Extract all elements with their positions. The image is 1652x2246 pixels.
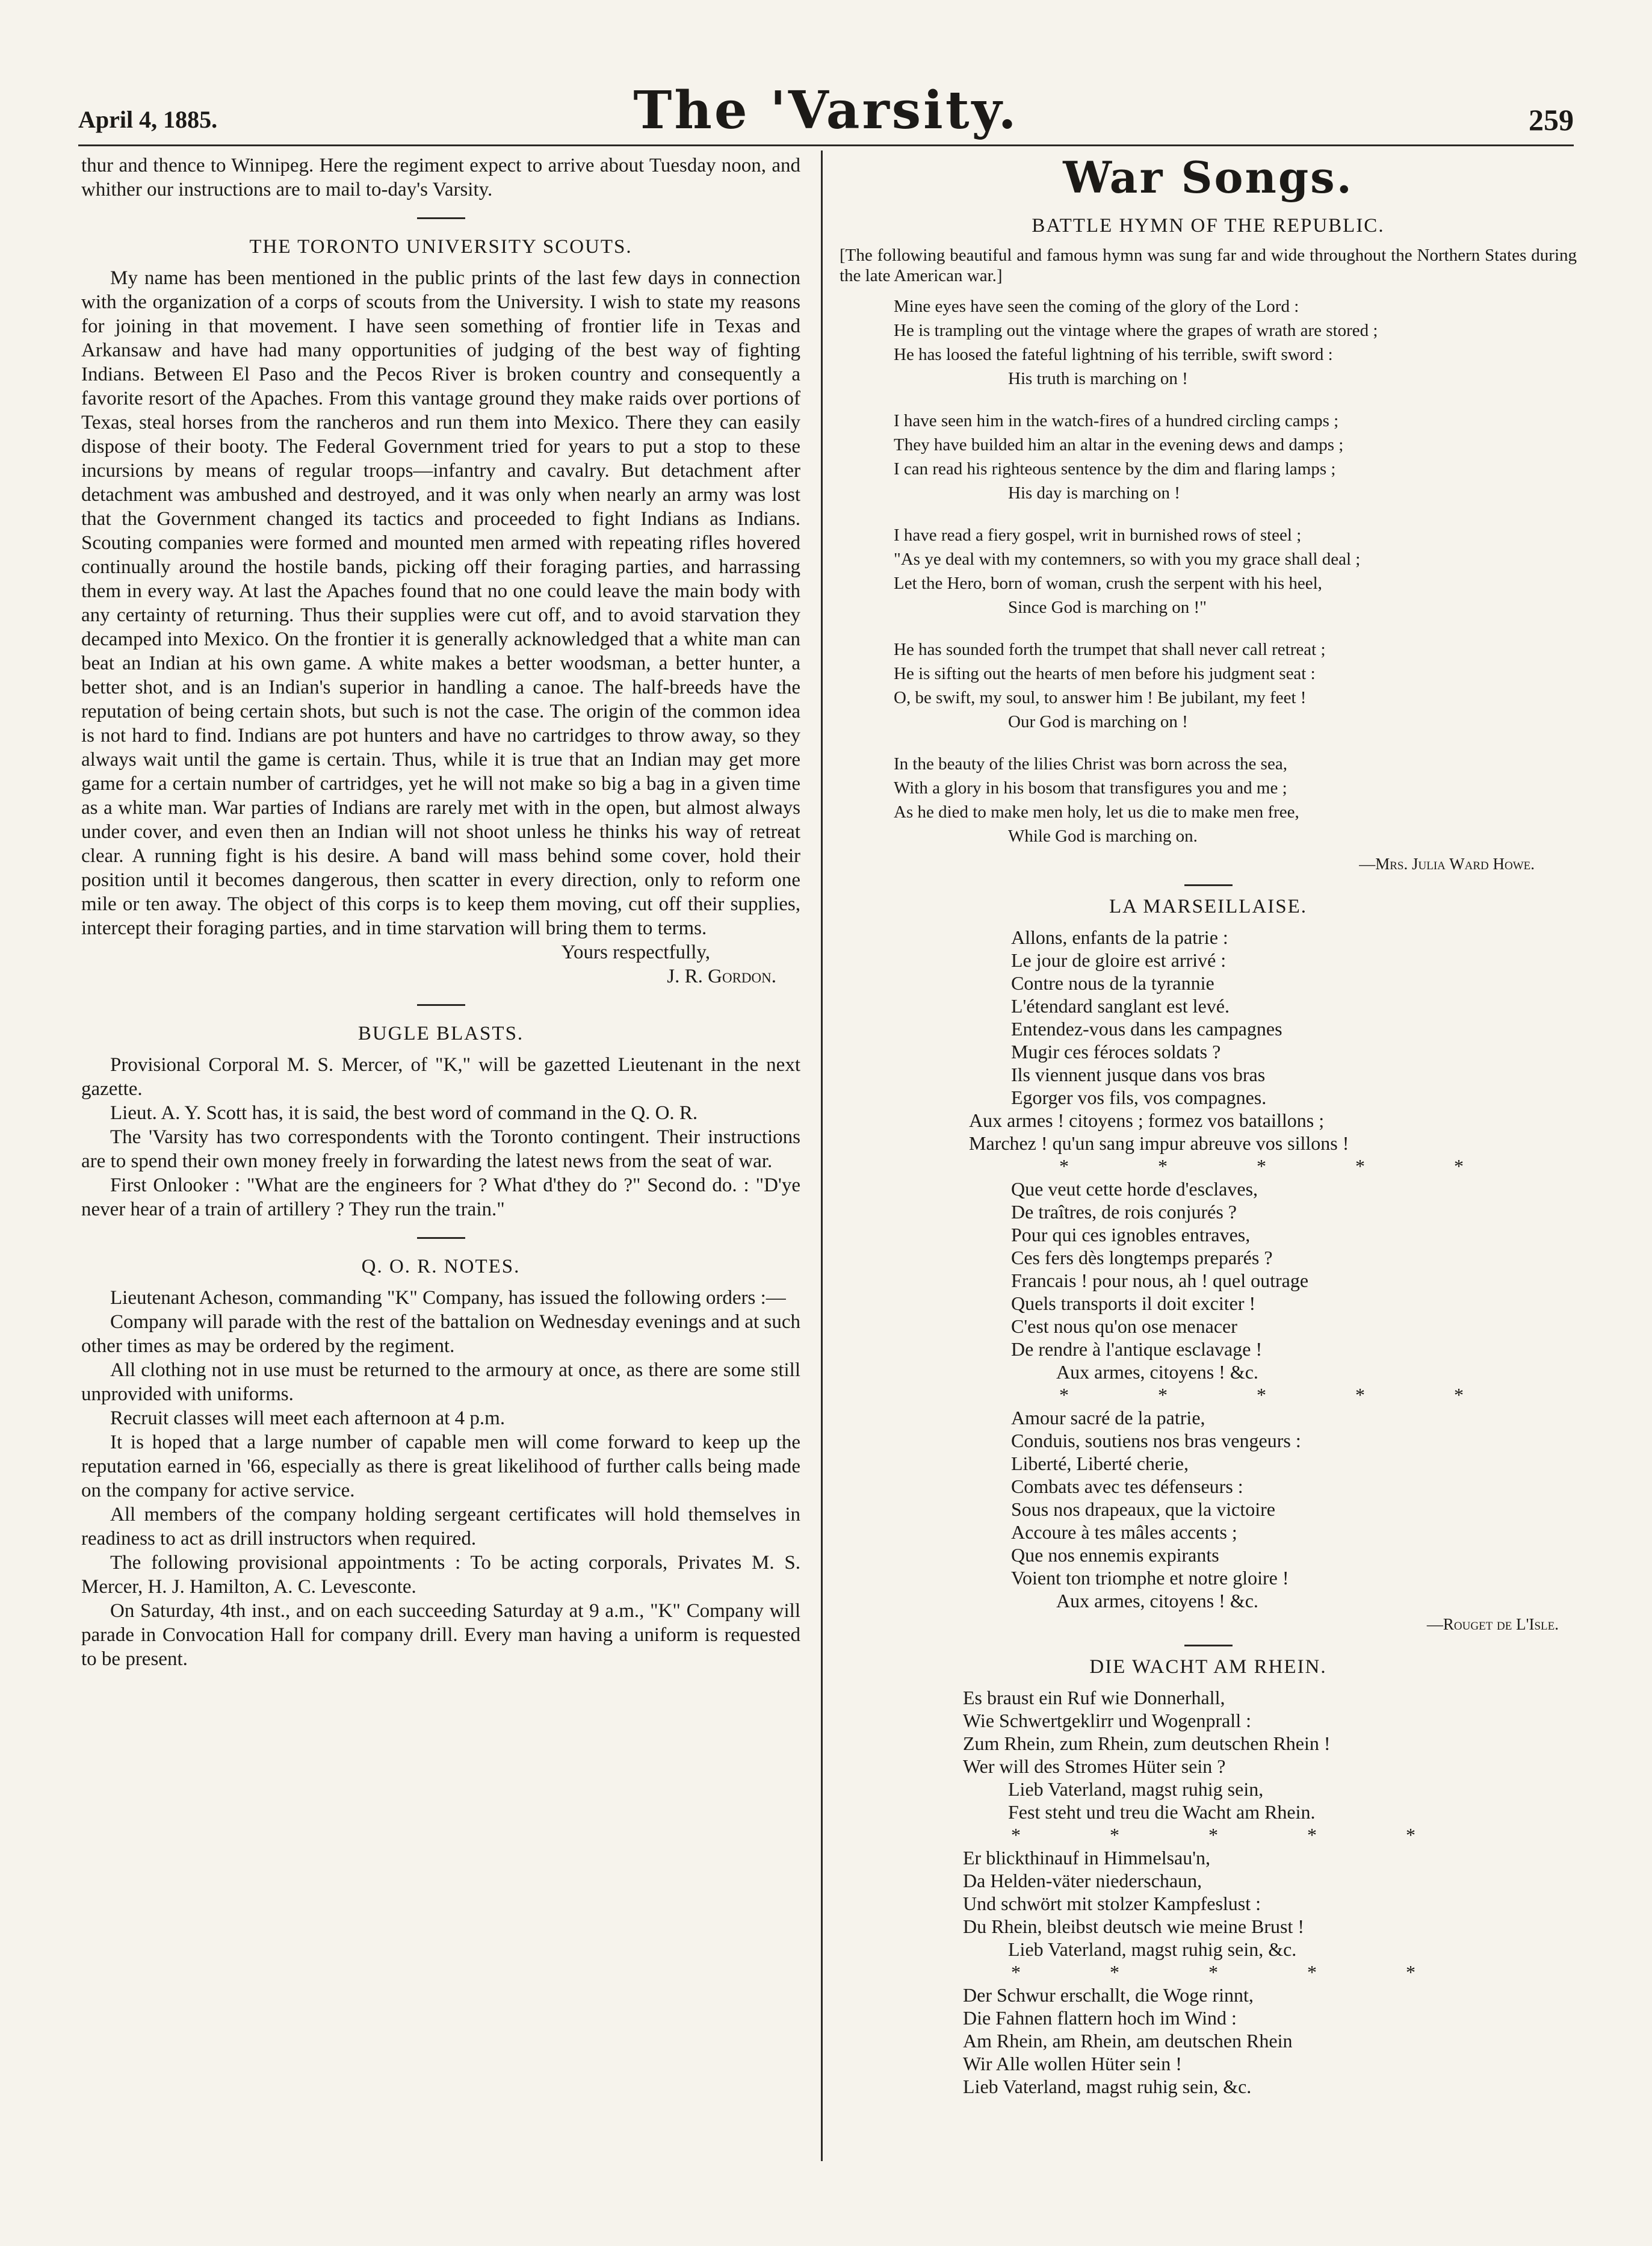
- continued-paragraph: thur and thence to Winnipeg. Here the regiment expect to arrive about Tuesday noon, and whither our instructions are to mail to-day's Varsity.: [81, 155, 800, 200]
- verse-line: Ces fers dès longtemps preparés ?: [1011, 1247, 1273, 1268]
- scouts-letter-body: My name has been mentioned in the public prints of the last few days in connection with the organization of a corps of scouts from the University. I wish to state my reasons for joining in that movement. I have seen something of frontier life in Texas and Arkansaw and have had many opportunities of judging of the best way of fighting Indians. Between El Paso and the Pecos River is broken country and consequently a favorite resort of the Apaches. From this vantage ground they make raids over portions of Texas, steal horses from the rancheros and run them into Mexico. There they can easily dispose of their booty. The Federal Government tried for years to put a stop to these incursions by means of regular troops—infantry and cavalry. But detachment after detachment was ambushed and destroyed, and it was only when nearly an army was lost that the Government changed its tactics and proceeded to fight Indians as Indians. Scouting companies were formed and mounted men armed with repeating rifles hovered continually around the hostile bands, picking off their foraging parties, and harrassing them in every way. At last the Apaches found that no one could leave the main body with any certainty of returning. Thus their supplies were cut off, and to avoid starvation they decamped into Mexico. On the frontier it is generally acknowledged that a white man can beat an Indian at his own game. A white makes a better woodsman, a better hunter, a better shot, and is an Indian's superior in handling a canoe. The half-breeds have the reputation of being certain shots, but such is not the case. The origin of the common idea is not hard to find. Indians are pot hunters and have no cartridges to throw away, so they always wait until the game is certain. Thus, while it is true that an Indian may get more game for a certain number of cartridges, yet he will not make so big a bag in a given time as a white man. War parties of Indians are rarely met with in the open, but almost always under cover, and even then an Indian will not shoot unless he thinks his way of retreat clear. A running fight is his desire. A band will mass behind some cover, hold their position until it becomes dangerous, then scatter in every direction, only to reform one mile or ten away. The object of this corps is to keep them moving, cut off their supplies, intercept their foraging parties, and in time starvation will bring them to terms.: [81, 267, 800, 939]
- refrain-line: Lieb Vaterland, magst ruhig sein, &c.: [963, 2076, 1252, 2097]
- battle-hymn-poem: [840, 294, 1577, 876]
- chorus-line: Marchez ! qu'un sang impur abreuve vos sillons !: [969, 1132, 1349, 1154]
- qor-item: Recruit classes will meet each afternoon at 4 p.m.: [110, 1407, 506, 1429]
- poem-stanza: [894, 523, 1577, 619]
- stanza-separator: * * * * *: [1059, 1384, 1506, 1406]
- section-rule: [417, 217, 465, 219]
- qor-item: The following provisional appointments : To be acting corporals, Privates M. S. Mercer, H. J. Hamilton, A. C. Levesconte.: [81, 1552, 800, 1598]
- poem-line: He is sifting out the hearts of men before his judgment seat :: [894, 664, 1316, 683]
- qor-item: On Saturday, 4th inst., and on each succeeding Saturday at 9 a.m., "K" Company will parade in Convocation Hall for company drill. Every man having a uniform is requested to be present.: [81, 1600, 800, 1670]
- chorus-line: Aux armes ! citoyens ; formez vos bataillons ;: [969, 1109, 1325, 1131]
- stanza-separator: * * * * *: [1011, 1961, 1458, 1983]
- verse-line: Entendez-vous dans les campagnes: [1011, 1018, 1282, 1040]
- poem-line: I have seen him in the watch-fires of a hundred circling camps ;: [894, 411, 1339, 430]
- battle-hymn-intro: [The following beautiful and famous hymn was sung far and wide throughout the Northern States during the late American war.]: [840, 246, 1577, 285]
- marseillaise-poem: [969, 926, 1577, 1612]
- page-number: 259: [1529, 103, 1574, 137]
- wacht-poem: [963, 1686, 1577, 2098]
- verse-line: Sous nos drapeaux, que la victoire: [1011, 1498, 1275, 1520]
- verse-line: Die Fahnen flattern hoch im Wind :: [963, 2007, 1237, 2029]
- qor-item: Lieutenant Acheson, commanding "K" Company, has issued the following orders :—: [110, 1287, 786, 1309]
- letter-signoff: [81, 940, 800, 988]
- bugle-item: The 'Varsity has two correspondents with the Toronto contingent. Their instructions are to spend their own money freely in forwarding the latest news from the seat of war.: [81, 1126, 800, 1172]
- refrain-line: Aux armes, citoyens ! &c.: [1056, 1361, 1258, 1383]
- qor-item: All clothing not in use must be returned to the armoury at once, as there are some still unprovided with uniforms.: [81, 1359, 800, 1405]
- poem-stanza: [894, 409, 1577, 505]
- qor-item: It is hoped that a large number of capable men will come forward to keep up the reputation earned in '66, especially as there is great likelihood of further calls being made on the company for active service.: [81, 1432, 800, 1501]
- stanza-separator: * * * * *: [1011, 1824, 1458, 1846]
- verse-line: Pour qui ces ignobles entraves,: [1011, 1224, 1251, 1246]
- section-rule: [417, 1237, 465, 1239]
- verse-line: Du Rhein, bleibst deutsch wie meine Brust !: [963, 1916, 1305, 1937]
- bugle-item: First Onlooker : "What are the engineers for ? What d'they do ?" Second do. : "D'ye never hear of a train of artillery ? They run the train.": [81, 1174, 800, 1220]
- verse-line: Wie Schwertgeklirr und Wogenprall :: [963, 1710, 1251, 1731]
- verse-line: Wir Alle wollen Hüter sein !: [963, 2053, 1182, 2074]
- poem-refrain: Since God is marching on !": [1008, 598, 1207, 617]
- poem-line: Let the Hero, born of woman, crush the serpent with his heel,: [894, 574, 1322, 593]
- poem-line: He has loosed the fateful lightning of his terrible, swift sword :: [894, 345, 1333, 364]
- verse-line: Ils viennent jusque dans vos bras: [1011, 1064, 1266, 1085]
- verse-line: Voient ton triomphe et notre gloire !: [1011, 1567, 1289, 1589]
- poem-stanza: [894, 638, 1577, 734]
- poem-refrain: While God is marching on.: [1008, 827, 1198, 846]
- refrain-line: Aux armes, citoyens ! &c.: [1056, 1590, 1258, 1612]
- verse-line: Und schwört mit stolzer Kampfeslust :: [963, 1893, 1261, 1914]
- verse-line: Liberté, Liberté cherie,: [1011, 1453, 1189, 1474]
- verse-line: Am Rhein, am Rhein, am deutschen Rhein: [963, 2030, 1293, 2052]
- stanza-separator: * * * * *: [1059, 1155, 1506, 1177]
- poem-line: O, be swift, my soul, to answer him ! Be jubilant, my feet !: [894, 688, 1307, 707]
- wacht-heading: DIE WACHT AM RHEIN.: [1089, 1656, 1327, 1678]
- poem-line: They have builded him an altar in the evening dews and damps ;: [894, 435, 1344, 454]
- verse-line: Er blickthinauf in Himmelsau'n,: [963, 1847, 1211, 1869]
- verse-line: Le jour de gloire est arrivé :: [1011, 949, 1227, 971]
- verse-line: Es braust ein Ruf wie Donnerhall,: [963, 1687, 1225, 1708]
- section-rule: [417, 1004, 465, 1006]
- masthead: [78, 72, 1574, 146]
- verse-line: Francais ! pour nous, ah ! quel outrage: [1011, 1270, 1309, 1291]
- qor-heading: Q. O. R. NOTES.: [361, 1256, 521, 1277]
- bugle-heading: BUGLE BLASTS.: [357, 1023, 524, 1044]
- verse-line: De rendre à l'antique esclavage !: [1011, 1338, 1263, 1360]
- verse-line: Zum Rhein, zum Rhein, zum deutschen Rhein !: [963, 1733, 1331, 1754]
- verse-line: Egorger vos fils, vos compagnes.: [1011, 1087, 1267, 1108]
- poem-stanza: [894, 752, 1577, 848]
- poem-line: As he died to make men holy, let us die to make men free,: [894, 802, 1299, 822]
- issue-date: April 4, 1885.: [78, 106, 218, 133]
- verse-line: Amour sacré de la patrie,: [1011, 1407, 1205, 1429]
- letter-signature: J. R. Gordon.: [667, 966, 776, 987]
- poem-line: He is trampling out the vintage where the grapes of wrath are stored ;: [894, 321, 1378, 340]
- poem-line: Mine eyes have seen the coming of the glory of the Lord :: [894, 297, 1299, 316]
- verse-line: Conduis, soutiens nos bras vengeurs :: [1011, 1430, 1301, 1451]
- poem-line: I have read a fiery gospel, writ in burnished rows of steel ;: [894, 526, 1302, 545]
- poem-stanza: [894, 294, 1577, 391]
- poem-line: He has sounded forth the trumpet that shall never call retreat ;: [894, 640, 1326, 659]
- poem-refrain: Our God is marching on !: [1008, 712, 1188, 731]
- poem-line: With a glory in his bosom that transfigures you and me ;: [894, 778, 1287, 798]
- poem-line: I can read his righteous sentence by the dim and flaring lamps ;: [894, 459, 1336, 479]
- marseillaise-attribution: —Rouget de L'Isle.: [1426, 1615, 1559, 1633]
- poem-line: "As ye deal with my contemners, so with you my grace shall deal ;: [894, 550, 1361, 569]
- hymn-attribution: —Mrs. Julia Ward Howe.: [1359, 855, 1535, 873]
- verse-line: Combats avec tes défenseurs :: [1011, 1475, 1243, 1497]
- qor-item: All members of the company holding sergeant certificates will hold themselves in readiness to act as drill instructors when required.: [81, 1504, 800, 1550]
- verse-line: Que veut cette horde d'esclaves,: [1011, 1178, 1258, 1200]
- verse-line: Accoure à tes mâles accents ;: [1011, 1521, 1237, 1543]
- battle-hymn-heading: BATTLE HYMN OF THE REPUBLIC.: [1032, 215, 1385, 237]
- qor-item: Company will parade with the rest of the battalion on Wednesday evenings and at such other times as may be ordered by the regiment.: [81, 1311, 800, 1357]
- refrain-line: Lieb Vaterland, magst ruhig sein,: [1008, 1778, 1264, 1800]
- poem-line: In the beauty of the lilies Christ was born across the sea,: [894, 754, 1287, 774]
- verse-line: Que nos ennemis expirants: [1011, 1544, 1219, 1566]
- section-rule: [1184, 884, 1233, 886]
- section-rule: [1184, 1645, 1233, 1646]
- newspaper-title: The 'Varsity.: [633, 80, 1019, 141]
- verse-line: Wer will des Stromes Hüter sein ?: [963, 1755, 1226, 1777]
- verse-line: Quels transports il doit exciter !: [1011, 1292, 1256, 1314]
- bugle-item: Lieut. A. Y. Scott has, it is said, the best word of command in the Q. O. R.: [110, 1102, 698, 1124]
- verse-line: Der Schwur erschallt, die Woge rinnt,: [963, 1984, 1254, 2006]
- verse-line: Mugir ces féroces soldats ?: [1011, 1041, 1221, 1063]
- left-column: [81, 154, 800, 1671]
- letter-closing: Yours respectfully,: [561, 942, 710, 963]
- war-songs-title: War Songs.: [1063, 152, 1353, 203]
- verse-line: Contre nous de la tyrannie: [1011, 972, 1214, 994]
- right-column: [840, 154, 1577, 2098]
- poem-refrain: His day is marching on !: [1008, 483, 1180, 503]
- refrain-line: Fest steht und treu die Wacht am Rhein.: [1008, 1801, 1316, 1823]
- column-divider: [821, 150, 823, 2161]
- verse-line: Da Helden-väter niederschaun,: [963, 1870, 1202, 1891]
- scouts-heading: THE TORONTO UNIVERSITY SCOUTS.: [249, 236, 633, 258]
- marseillaise-heading: LA MARSEILLAISE.: [1109, 896, 1307, 917]
- verse-line: Allons, enfants de la patrie :: [1011, 926, 1228, 948]
- poem-refrain: His truth is marching on !: [1008, 369, 1188, 388]
- verse-line: L'étendard sanglant est levé.: [1011, 995, 1230, 1017]
- verse-line: De traîtres, de rois conjurés ?: [1011, 1201, 1237, 1223]
- refrain-line: Lieb Vaterland, magst ruhig sein, &c.: [1008, 1938, 1297, 1960]
- bugle-item: Provisional Corporal M. S. Mercer, of "K," will be gazetted Lieutenant in the next gazette.: [81, 1054, 800, 1100]
- verse-line: C'est nous qu'on ose menacer: [1011, 1315, 1237, 1337]
